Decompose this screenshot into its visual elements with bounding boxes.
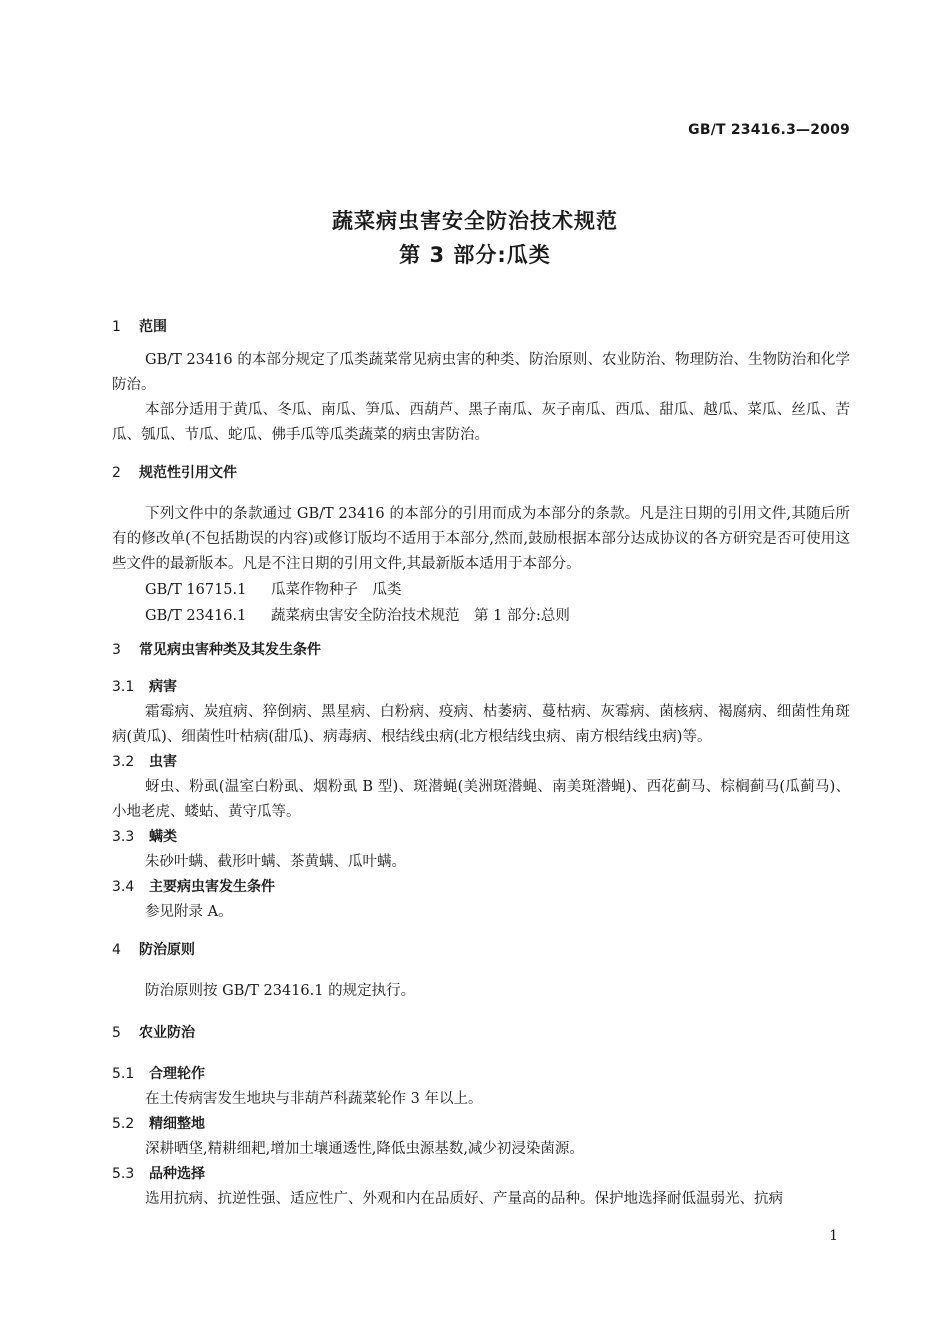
subsection-3-3-heading: 3.3 螨类 [112, 829, 177, 845]
subsection-5-1-text: 在土传病害发生地块与非葫芦科蔬菜轮作 3 年以上。 [145, 1091, 483, 1107]
section-1-paragraph: 本部分适用于黄瓜、冬瓜、南瓜、笋瓜、西葫芦、黑子南瓜、灰子南瓜、西瓜、甜瓜、越瓜、菜瓜、丝瓜、苦瓜、瓠瓜、节瓜、蛇瓜、佛手瓜等瓜类蔬菜的病虫害防治。 [112, 402, 850, 443]
section-5-heading: 5 农业防治 [112, 1025, 195, 1041]
subsection-5-3-text: 选用抗病、抗逆性强、适应性广、外观和内在品质好、产量高的品种。保护地选择耐低温弱光、抗病 [145, 1191, 783, 1207]
section-2-paragraph: 下列文件中的条款通过 GB/T 23416 的本部分的引用而成为本部分的条款。凡是注日期的引用文件,其随后所有的修改单(不包括勘误的内容)或修订版均不适用于本部分,然而,鼓励根据本部分达成协议的各方研究是否可使用这些文件的最新版本。凡是不注日期的引用文件,其最新版本适用于本部分。 [112, 506, 850, 572]
title-main: 蔬菜病虫害安全防治技术规范 [332, 209, 618, 233]
subsection-3-2-text: 蚜虫、粉虱(温室白粉虱、烟粉虱 B 型)、斑潜蝇(美洲斑潜蝇、南美斑潜蝇)、西花蓟马、棕榈蓟马(瓜蓟马)、小地老虎、蝼蛄、黄守瓜等。 [112, 779, 850, 820]
section-2-heading: 2 规范性引用文件 [112, 465, 237, 481]
subsection-3-2-heading: 3.2 虫害 [112, 754, 177, 770]
subsection-5-3-heading: 5.3 品种选择 [112, 1166, 205, 1182]
section-1-heading: 1 范围 [112, 319, 167, 335]
subsection-5-2-text: 深耕晒垡,精耕细耙,增加土壤通透性,降低虫源基数,减少初浸染菌源。 [145, 1141, 584, 1157]
subsection-5-1-heading: 5.1 合理轮作 [112, 1066, 205, 1082]
document-body [112, 314, 850, 1212]
section-3-heading: 3 常见病虫害种类及其发生条件 [112, 642, 321, 658]
subsection-3-1-text: 霜霉病、炭疽病、猝倒病、黑星病、白粉病、疫病、枯萎病、蔓枯病、灰霉病、菌核病、褐腐病、细菌性角斑病(黄瓜)、细菌性叶枯病(甜瓜)、病毒病、根结线虫病(北方根结线虫病、南方根结线虫病)等。 [112, 704, 850, 745]
subsection-3-4-text: 参见附录 A。 [145, 904, 233, 920]
document-title [0, 204, 950, 272]
title-sub: 第 3 部分:瓜类 [399, 243, 551, 267]
subsection-5-2-heading: 5.2 精细整地 [112, 1116, 205, 1132]
subsection-3-4-heading: 3.4 主要病虫害发生条件 [112, 879, 275, 895]
reference-item: GB/T 16715.1 瓜菜作物种子 瓜类 [145, 582, 402, 598]
standard-number: GB/T 23416.3—2009 [688, 122, 850, 138]
section-1-paragraph: GB/T 23416 的本部分规定了瓜类蔬菜常见病虫害的种类、防治原则、农业防治、物理防治、生物防治和化学防治。 [112, 352, 850, 393]
subsection-3-1-heading: 3.1 病害 [112, 679, 177, 695]
subsection-3-3-text: 朱砂叶螨、截形叶螨、茶黄螨、瓜叶螨。 [145, 854, 406, 870]
section-4-heading: 4 防治原则 [112, 942, 195, 958]
reference-item: GB/T 23416.1 蔬菜病虫害安全防治技术规范 第 1 部分:总则 [145, 608, 570, 624]
section-4-text: 防治原则按 GB/T 23416.1 的规定执行。 [145, 983, 416, 999]
page-number: 1 [829, 1228, 838, 1244]
